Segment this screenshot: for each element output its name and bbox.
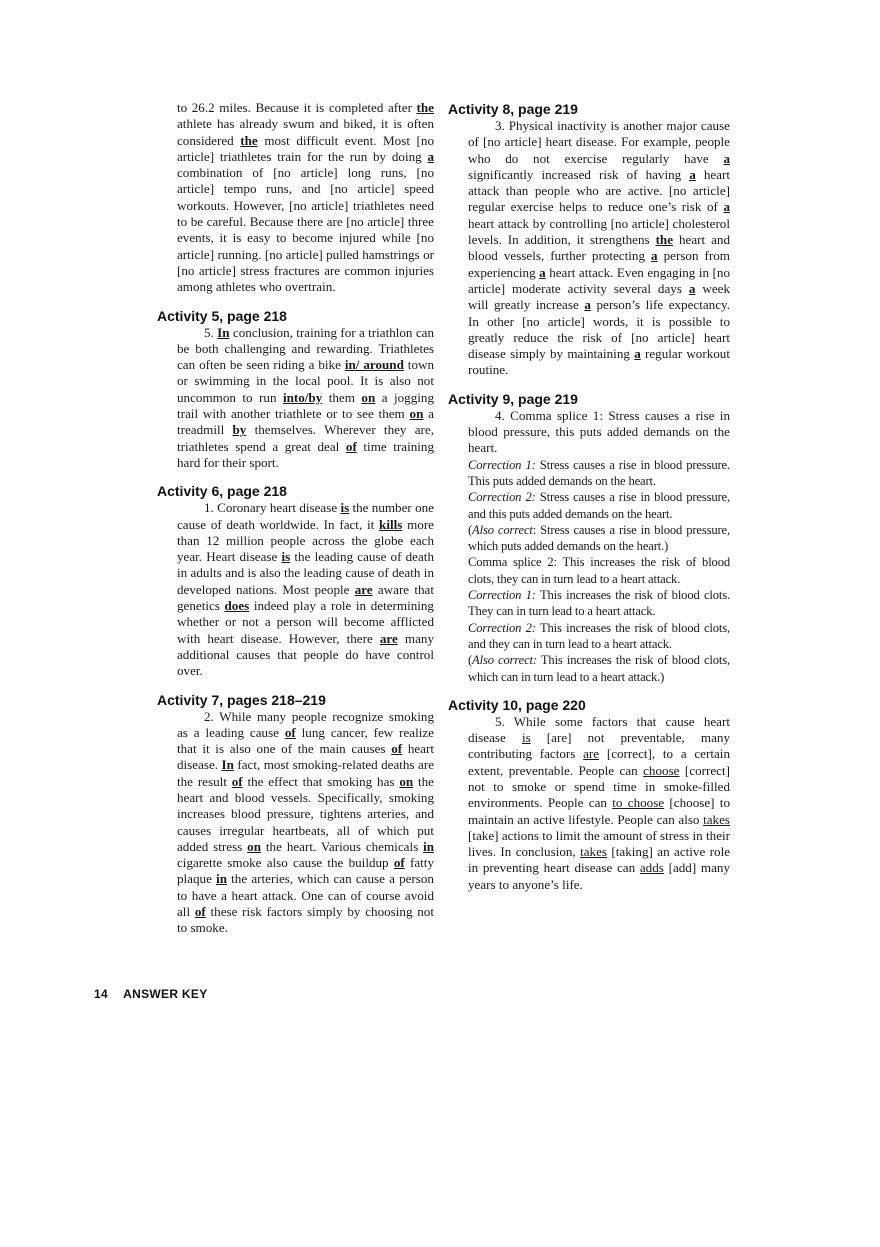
answer-word: of (194, 904, 206, 920)
text-run: significantly increased risk of having (468, 166, 690, 182)
text-run: a jogging trail with another triathlete or to see them (177, 389, 434, 422)
text-run: the arteries, which can cause a person to have a heart attack. One can of course avoid all (177, 871, 434, 920)
activity-9-line (468, 587, 730, 620)
text-run: lung cancer, few realize that it is also one of the main causes (177, 724, 434, 757)
text-run: athlete has already swum and biked, it is often considered (177, 116, 434, 148)
activity-7-body (177, 709, 434, 937)
text-run: 5. While some factors that cause heart disease (468, 713, 730, 746)
text-run: ( (468, 653, 473, 668)
text-run: 5. (204, 324, 218, 340)
answer-word: on (399, 773, 414, 789)
italic-label: Correction 2: (468, 620, 536, 635)
text-run: 2. While many people recognize smoking as a leading cause (177, 708, 434, 740)
text-run: aware that genetics (177, 581, 434, 614)
text-run: 1. Coronary heart disease (204, 500, 341, 516)
left-column (157, 100, 434, 948)
underlined-word: adds (639, 860, 664, 876)
text-run: [correct], to a certain extent, preventable. People can (468, 746, 730, 778)
activity-10-heading: Activity 10, page 220 (448, 696, 586, 713)
answer-word: of (393, 855, 405, 871)
answer-word: of (284, 724, 296, 740)
answer-word: by (232, 422, 247, 438)
text-run: the number one cause of death worldwide. In fact, it (177, 500, 434, 532)
answer-word: In (221, 757, 234, 773)
text-run: many additional causes that people do have control over. (177, 630, 434, 679)
text-run: time training hard for their sport. (177, 438, 434, 470)
italic-label: Also correct: (472, 653, 537, 668)
text-run: a treadmill (177, 406, 434, 438)
activity-7-heading: Activity 7, pages 218–219 (157, 691, 326, 708)
text-run: heart disease. (177, 741, 434, 773)
answer-word: on (247, 838, 262, 854)
answer-word: does (224, 598, 250, 614)
text-run: them (322, 389, 362, 405)
text-run: This increases the risk of blood clots. They can in turn lead to a heart attack. (468, 588, 730, 619)
text-run: the leading cause of death in adults and is also the leading cause of death in developed nations. Most people (177, 549, 434, 597)
text-run: [choose] to maintain an active lifestyle. People can also (468, 795, 730, 827)
text-run: these risk factors simply by choosing not to smoke. (177, 904, 434, 936)
activity-9-line (468, 457, 730, 490)
italic-label: Also correct (472, 522, 533, 537)
answer-word: a (634, 346, 641, 362)
text-run: themselves. Wherever they are, triathletes spend a great deal (177, 422, 434, 454)
text-run: person from experiencing (468, 248, 730, 280)
activity-6-body (177, 500, 434, 679)
underlined-word: takes (703, 811, 730, 827)
activity-9-heading: Activity 9, page 219 (448, 390, 578, 407)
answer-word: the (240, 132, 258, 148)
text-run: [are] not preventable, many contributing factors (468, 730, 730, 762)
right-column (448, 100, 730, 904)
page-footer (94, 987, 208, 1001)
activity-4-continuation (157, 100, 434, 296)
text-run: heart attack by controlling [no article] cholesterol levels. In addition, it strengthens (468, 215, 730, 248)
activity-9-line (468, 652, 730, 685)
answer-word: on (409, 406, 424, 422)
text-run: : Stress causes a rise in blood pressure, which puts added demands on the heart.) (468, 522, 730, 554)
answer-word: a (723, 150, 730, 166)
text-run: heart attack. Even engaging in [no article] moderate activity several days (468, 264, 730, 296)
text-run: [correct] not to smoke or spend time in smoke-filled environments. People can (468, 762, 730, 811)
text-run: heart attack than people who are active. [no article] regular exercise helps to reduce one’s risk of (468, 166, 730, 215)
activity-8-heading: Activity 8, page 219 (448, 101, 578, 117)
answer-word: on (361, 389, 376, 405)
activity-10 (448, 696, 730, 893)
text-run: indeed play a role in determining whether or not a person will become afflicted with heart disease. However, there (177, 598, 434, 646)
answer-word: the (416, 100, 434, 115)
text-run: This increases the risk of blood clots, and they can in turn lead to a heart attack. (468, 620, 730, 651)
text-run: to 26.2 miles. Because it is completed after (177, 100, 417, 115)
text-run: town or swimming in the local pool. It is also not uncommon to run (177, 357, 434, 405)
activity-6 (157, 482, 434, 679)
activity-9-intro: 4. Comma splice 1: Stress causes a rise in blood pressure, this puts added demands on the heart. (468, 407, 730, 456)
text-run: heart and blood vessels, further protecting (468, 232, 730, 264)
text-run: combination of [no article] long runs, [no article] tempo runs, and [no article] speed workouts. However, [no article] triathletes need to be careful. Because there are [no article] three events, it is easy to become injured while [no article] running. [no article] pulled hamstrings or [no article] stress fractures are common injuries among athletes who overtrain. (177, 165, 434, 295)
answer-word: of (391, 741, 403, 757)
answer-word: of (231, 773, 243, 789)
text-run: This increases the risk of blood clots, which can in turn lead to a heart attack.) (468, 653, 730, 684)
text-run: Comma splice 2: This increases the risk of blood clots, they can in turn lead to a heart attack. (468, 555, 730, 586)
text-run: the heart and blood vessels. Specifically, smoking increases blood pressure, tightens arteries, and causes irregular heartbeats, all of which put added stress (177, 773, 434, 854)
activity-5 (157, 307, 434, 472)
answer-word: a (539, 264, 546, 280)
activity-9-line (468, 554, 730, 587)
answer-word: a (651, 248, 658, 264)
text-run: the heart. Various chemicals (261, 838, 424, 854)
activity-10-body (468, 714, 730, 893)
underlined-word: takes (580, 844, 608, 860)
answer-word: are (379, 630, 398, 646)
underlined-word: to choose (612, 795, 665, 811)
text-run: more than 12 million people across the globe each year. Heart disease (177, 516, 434, 565)
answer-word: of (345, 438, 357, 454)
answer-word: is (340, 500, 350, 516)
activity-7 (157, 691, 434, 937)
answer-word: the (655, 232, 674, 248)
text-run: most difficult event. Most [no article] triathletes train for the run by doing (177, 132, 434, 164)
answer-word: a (688, 280, 696, 296)
activity-5-body (177, 325, 434, 472)
activity-9-line (468, 522, 730, 555)
answer-word: a (584, 297, 591, 313)
answer-word: a (427, 148, 434, 164)
text-run: [add] many years to anyone’s life. (468, 860, 730, 892)
answer-word: in (216, 871, 227, 887)
answer-word: In (217, 324, 230, 340)
italic-label: Correction 1: (468, 457, 536, 472)
page-number: 14 (94, 987, 108, 1001)
activity-8 (448, 100, 730, 379)
text-run: Stress causes a rise in blood pressure. This puts added demands on the heart. (468, 457, 730, 488)
text-run: cigarette smoke also cause the buildup (177, 855, 394, 871)
text-run: [take] actions to limit the amount of stress in their lives. In conclusion, (468, 827, 730, 860)
activity-4-body (177, 100, 434, 296)
underlined-word: are (583, 746, 600, 762)
answer-word: in/ around (344, 357, 404, 373)
activity-6-heading: Activity 6, page 218 (157, 483, 287, 500)
answer-word: into/by (282, 389, 323, 405)
activity-9-line (468, 620, 730, 653)
underlined-word: is (521, 730, 531, 746)
italic-label: Correction 1: (468, 588, 536, 603)
activity-8-body (468, 118, 730, 379)
italic-label: Correction 2: (468, 490, 536, 505)
answer-word: is (281, 549, 291, 565)
activity-5-heading: Activity 5, page 218 (157, 307, 287, 324)
answer-word: a (723, 199, 730, 215)
text-run: 3. Physical inactivity is another major cause of [no article] heart disease. For example, people who do not exercise regularly have (468, 118, 730, 166)
activity-9-line (468, 489, 730, 522)
text-run: fact, most smoking-related deaths are the result (177, 757, 435, 789)
activity-9 (448, 390, 730, 685)
text-run: [taking] an active role in preventing heart disease can (468, 844, 731, 876)
text-run: fatty plaque (177, 855, 434, 887)
text-run: week will greatly increase (468, 280, 730, 313)
text-run: ( (468, 522, 473, 537)
answer-word: in (423, 838, 434, 854)
answer-word: are (354, 581, 373, 597)
text-run: person’s life expectancy. In other [no article] words, it is possible to greatly reduce the risk of [no article] heart disease simply by maintaining (468, 297, 731, 362)
text-run: conclusion, training for a triathlon can be both challenging and rewarding. Triathletes can often be seen riding a bike (177, 324, 435, 373)
text-run: Stress causes a rise in blood pressure, and this puts added demands on the heart. (468, 490, 730, 521)
underlined-word: choose (643, 762, 680, 778)
footer-label: ANSWER KEY (123, 987, 208, 1001)
activity-9-body (468, 408, 730, 685)
answer-word: a (689, 166, 696, 182)
text-run: regular workout routine. (468, 346, 730, 378)
answer-word: kills (379, 516, 403, 532)
text-run: the effect that smoking has (242, 773, 400, 789)
